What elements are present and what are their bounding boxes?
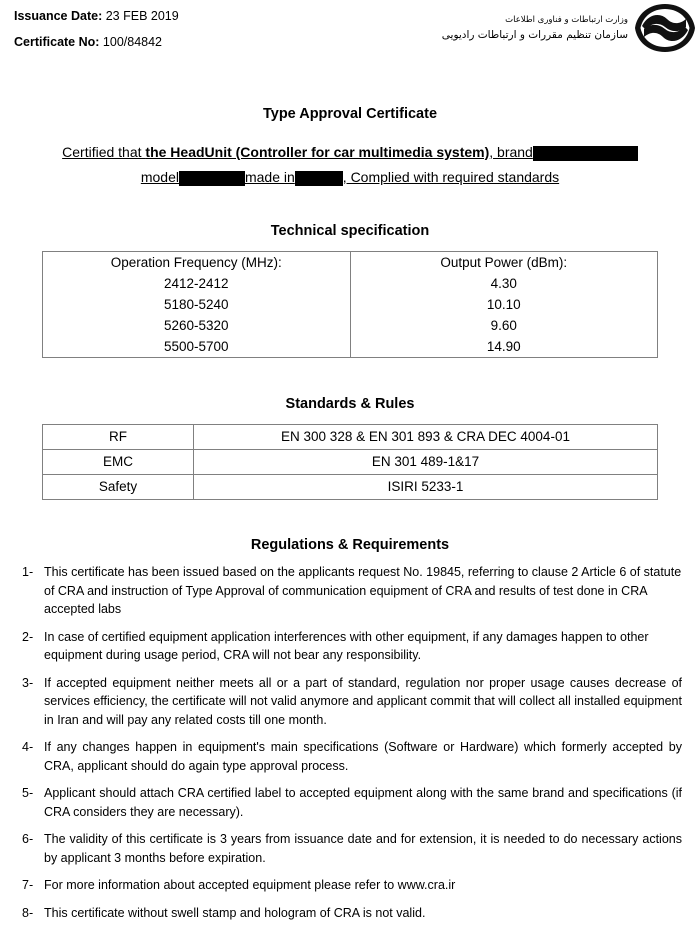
header-branding <box>442 2 696 54</box>
list-item <box>22 784 682 821</box>
certified-prefix: Certified that <box>62 144 142 160</box>
regulation-number: 6- <box>22 832 34 846</box>
regulation-text: This certificate without swell stamp and hologram of CRA is not valid. <box>44 905 426 920</box>
frequency-column <box>43 252 351 358</box>
document-header <box>0 0 700 62</box>
regulation-text: Applicant should attach CRA certified label to accepted equipment along with the same brand and specifications (if CRA considers they are necessary). <box>44 786 682 819</box>
list-item <box>22 628 682 665</box>
technical-spec-table <box>42 251 658 358</box>
table-row <box>43 425 658 450</box>
standard-category: EMC <box>43 450 194 475</box>
regulations-heading: Regulations & Requirements <box>250 537 450 553</box>
redacted-brand <box>533 146 638 161</box>
standards-rules-heading: Standards & Rules <box>285 396 415 412</box>
list-item <box>22 876 682 895</box>
table-row <box>43 475 658 500</box>
regulation-text: For more information about accepted equipment please refer to www.cra.ir <box>44 878 456 892</box>
standard-value: ISIRI 5233-1 <box>194 475 658 500</box>
certificate-no-line <box>14 34 179 50</box>
regulation-number: 2- <box>22 629 34 644</box>
certified-device: the HeadUnit (Controller for car multimedia system) <box>145 144 490 160</box>
list-item <box>22 904 682 923</box>
redacted-country <box>295 171 343 186</box>
output-power-value: 10.10 <box>486 297 521 312</box>
standard-value: EN 300 328 & EN 301 893 & CRA DEC 4004-01 <box>194 425 658 450</box>
standard-category: RF <box>43 425 194 450</box>
page-title: Type Approval Certificate <box>262 106 438 122</box>
list-item <box>22 738 682 775</box>
frequency-value: 5500-5700 <box>163 339 229 354</box>
header-meta <box>14 8 179 60</box>
certified-model-label: model <box>140 169 179 185</box>
certified-brand-label: , brand <box>489 144 533 160</box>
frequency-column-header: Operation Frequency (MHz): <box>110 255 282 270</box>
certificate-no-value: 100/84842 <box>102 35 163 49</box>
regulations-list <box>22 563 682 922</box>
regulation-text: The validity of this certificate is 3 years from issuance date and for extension, it is needed to do necessary actions by applicant 3 months before expiration. <box>44 832 682 865</box>
issuance-date-label: Issuance Date: <box>14 9 103 23</box>
list-item <box>22 563 682 619</box>
output-power-value: 9.60 <box>490 318 517 333</box>
frequency-value: 2412-2412 <box>163 276 229 291</box>
regulation-text: If any changes happen in equipment's main specifications (Software or Hardware) which formerly accepted by CRA, applicant should do again type approval process. <box>44 740 682 773</box>
table-row <box>43 252 658 358</box>
regulation-number: 1- <box>22 565 34 579</box>
regulation-text: This certificate has been issued based on the applicants request No. 19845, referring to clause 2 Article 6 of statute of CRA and instruction of Type Approval of communication equipment of CRA and results of test done in CRA accepted labs <box>44 565 682 616</box>
persian-authority-text <box>442 12 628 43</box>
standard-value: EN 301 489-1&17 <box>194 450 658 475</box>
table-row <box>43 450 658 475</box>
redacted-model <box>179 171 245 186</box>
regulation-text: In case of certified equipment application interferences with other equipment, if any damages happen to other equipment during usage period, CRA will not bear any responsibility. <box>44 629 649 662</box>
list-item <box>22 674 682 730</box>
authority-name-persian: سازمان تنظیم مقررات و ارتباطات رادیویی <box>441 29 628 42</box>
technical-spec-heading: Technical specification <box>270 223 430 239</box>
standards-rules-table <box>42 424 658 500</box>
regulation-text: If accepted equipment neither meets all or a part of standard, regulation nor proper usage causes decrease of services efficiency, the certificate will not valid anymore and applicant commit that will collect all installed equipment in Iran and will pay any related costs till one month. <box>44 675 682 727</box>
regulation-number: 3- <box>22 675 34 690</box>
certificate-no-label: Certificate No: <box>14 35 100 49</box>
regulation-number: 4- <box>22 740 34 754</box>
ministry-name-persian: وزارت ارتباطات و فناوری اطلاعات <box>505 15 628 26</box>
certified-made-in-label: made in <box>244 169 295 185</box>
standard-category: Safety <box>43 475 194 500</box>
certified-suffix: , Complied with required standards <box>342 169 560 185</box>
certified-statement <box>18 140 682 190</box>
output-power-column-header: Output Power (dBm): <box>440 255 568 270</box>
issuance-date-line <box>14 8 179 24</box>
frequency-value: 5180-5240 <box>163 297 229 312</box>
output-power-value: 14.90 <box>486 339 521 354</box>
output-power-value: 4.30 <box>490 276 517 291</box>
cra-logo-icon <box>634 2 696 54</box>
frequency-value: 5260-5320 <box>163 318 229 333</box>
issuance-date-value: 23 FEB 2019 <box>105 9 179 23</box>
output-power-column <box>350 252 658 358</box>
regulation-number: 5- <box>22 786 34 800</box>
regulation-number: 8- <box>22 905 34 920</box>
list-item <box>22 830 682 867</box>
regulation-number: 7- <box>22 878 34 892</box>
